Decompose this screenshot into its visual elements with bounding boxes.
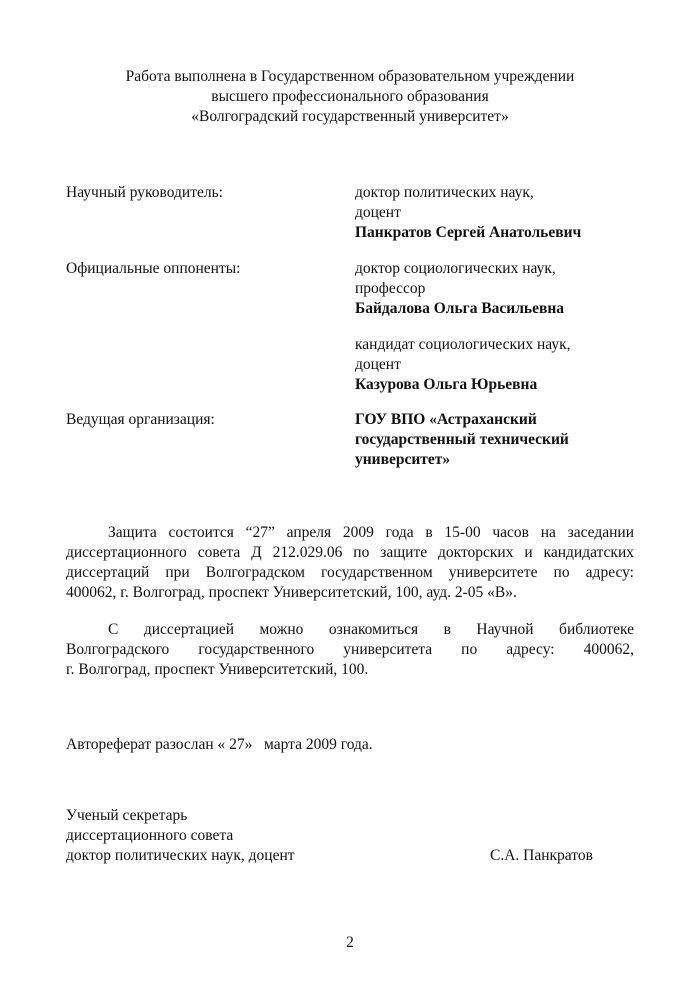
institution-header [0,67,700,127]
header-line-2: высшего профессионального образования [211,88,489,105]
supervisor-label: Научный руководитель: [66,184,223,201]
defense-line-2: диссертационного совета Д 212.029.06 по защите докторских и кандидатских [66,544,634,561]
opponents-label: Официальные оппоненты: [66,260,241,277]
secretary-name: С.А. Панкратов [490,847,593,864]
opponent-first [355,259,564,319]
lead-organization-label: Ведущая организация: [66,411,215,428]
opponent-second-degree: кандидат социологических наук, [355,336,571,353]
lead-org-line-1: ГОУ ВПО «Астраханский [355,411,537,428]
opponent-second-name: Казурова Ольга Юрьевна [355,376,538,393]
supervisor-title: доцент [355,204,401,221]
secretary-line-3: доктор политических наук, доцент [66,847,295,864]
opponent-first-title: профессор [355,280,426,297]
header-line-3: «Волгоградский государственный университет» [191,108,509,125]
page-number: 2 [346,934,354,951]
header-line-1: Работа выполнена в Государственном образовательном учреждении [125,68,575,85]
mailing-date: Автореферат разослан « 27» марта 2009 года. [66,736,373,753]
defense-paragraph [66,523,634,603]
supervisor-degree: доктор политических наук, [355,184,534,201]
supervisor-details [355,183,581,243]
library-line-1: С диссертацией можно ознакомиться в Научной библиотеке [108,621,634,638]
defense-line-4: 400062, г. Волгоград, проспект Университетский, 100, ауд. 2-05 «В». [66,584,517,601]
lead-org-line-2: государственный технический [355,431,569,448]
secretary-block [66,806,295,866]
library-line-2: Волгоградского государственного университета по адресу: 400062, [66,641,634,658]
lead-organization-name [355,410,569,470]
opponent-first-degree: доктор социологических наук, [355,260,556,277]
library-paragraph [66,620,634,680]
library-line-3: г. Волгоград, проспект Университетский, 100. [66,661,369,678]
lead-org-line-3: университет» [355,451,451,468]
opponent-second [355,335,571,395]
secretary-line-1: Ученый секретарь [66,807,188,824]
secretary-line-2: диссертационного совета [66,827,234,844]
supervisor-name: Панкратов Сергей Анатольевич [355,224,582,241]
defense-line-1: Защита состоится “27” апреля 2009 года в 15-00 часов на заседании [108,524,634,541]
opponent-first-name: Байдалова Ольга Васильевна [355,300,565,317]
defense-line-3: диссертаций при Волгоградском государственном университете по адресу: [66,564,634,581]
opponent-second-title: доцент [355,356,401,373]
